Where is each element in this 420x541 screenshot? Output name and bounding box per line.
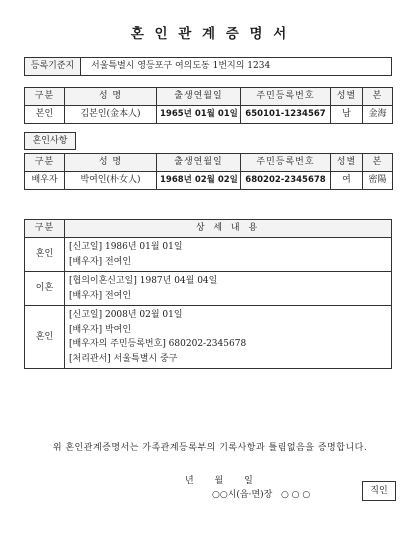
detail-line: [처리관서] 서울특별시 중구 bbox=[69, 353, 178, 364]
registry-label: 등록기준지 bbox=[25, 58, 81, 76]
detail-header-type: 구분 bbox=[25, 220, 65, 238]
header-birth: 출생연월일 bbox=[157, 88, 241, 106]
spouse-table bbox=[24, 153, 393, 190]
header-origin: 본 bbox=[363, 88, 393, 106]
detail-line: [배우자] 전여인 bbox=[69, 290, 132, 301]
detail-header-content: 상 세 내 용 bbox=[65, 220, 392, 238]
detail-line: [협의이혼신고일] 1987년 04월 04일 bbox=[69, 276, 218, 286]
header-name: 성 명 bbox=[65, 154, 157, 172]
detail-line: [배우자] 전여인 bbox=[69, 256, 132, 267]
registry-table bbox=[24, 57, 392, 76]
official-seal: 직인 bbox=[362, 481, 396, 501]
header-id: 주민등록번호 bbox=[241, 154, 331, 172]
detail-entry-body bbox=[65, 272, 392, 306]
header-origin: 본 bbox=[363, 154, 393, 172]
header-gender: 성별 bbox=[331, 154, 363, 172]
spouse-gender: 여 bbox=[331, 172, 363, 190]
detail-line: [배우자의 주민등록번호] 680202-2345678 bbox=[69, 339, 247, 349]
detail-line: [배우자] 박여인 bbox=[69, 324, 132, 335]
header-type: 구분 bbox=[25, 154, 65, 172]
principal-id: 650101-1234567 bbox=[241, 106, 331, 124]
header-id: 주민등록번호 bbox=[241, 88, 331, 106]
principal-birth: 1965년 01월 01일 bbox=[157, 106, 241, 124]
spouse-birth: 1968년 02월 02일 bbox=[157, 172, 241, 190]
detail-table bbox=[24, 219, 392, 369]
detail-entry-type: 혼인 bbox=[25, 238, 65, 272]
detail-line: [신고일] 2008년 02월 01일 bbox=[69, 310, 183, 320]
header-gender: 성별 bbox=[331, 88, 363, 106]
spouse-name: 박여인(朴女人) bbox=[65, 172, 157, 190]
registry-value: 서울특별시 영등포구 여의도동 1번지의 1234 bbox=[81, 58, 392, 76]
detail-entry-body bbox=[65, 306, 392, 369]
principal-origin: 金海 bbox=[363, 106, 393, 124]
principal-type: 본인 bbox=[25, 106, 65, 124]
document-title: 혼 인 관 계 증 명 서 bbox=[130, 26, 290, 42]
spouse-id: 680202-2345678 bbox=[241, 172, 331, 190]
principal-name: 김본인(金本人) bbox=[65, 106, 157, 124]
detail-entry-body bbox=[65, 238, 392, 272]
header-type: 구분 bbox=[25, 88, 65, 106]
detail-line: [신고일] 1986년 01월 01일 bbox=[69, 242, 183, 252]
spouse-origin: 密陽 bbox=[363, 172, 393, 190]
principal-gender: 남 bbox=[331, 106, 363, 124]
header-name: 성 명 bbox=[65, 88, 157, 106]
certification-statement: 위 혼인관계증명서는 가족관계등록부의 기록사항과 틀림없음을 증명합니다. bbox=[52, 443, 368, 453]
marriage-section-label: 혼인사항 bbox=[24, 132, 76, 150]
principal-table bbox=[24, 87, 393, 124]
detail-entry-type: 이혼 bbox=[25, 272, 65, 306]
spouse-type: 배우자 bbox=[25, 172, 65, 190]
header-birth: 출생연월일 bbox=[157, 154, 241, 172]
issuer-name: ○○시(읍·면)장 ○ ○ ○ bbox=[212, 490, 311, 500]
detail-entry-type: 혼인 bbox=[25, 306, 65, 369]
issue-date: 년 월 일 bbox=[185, 476, 253, 486]
